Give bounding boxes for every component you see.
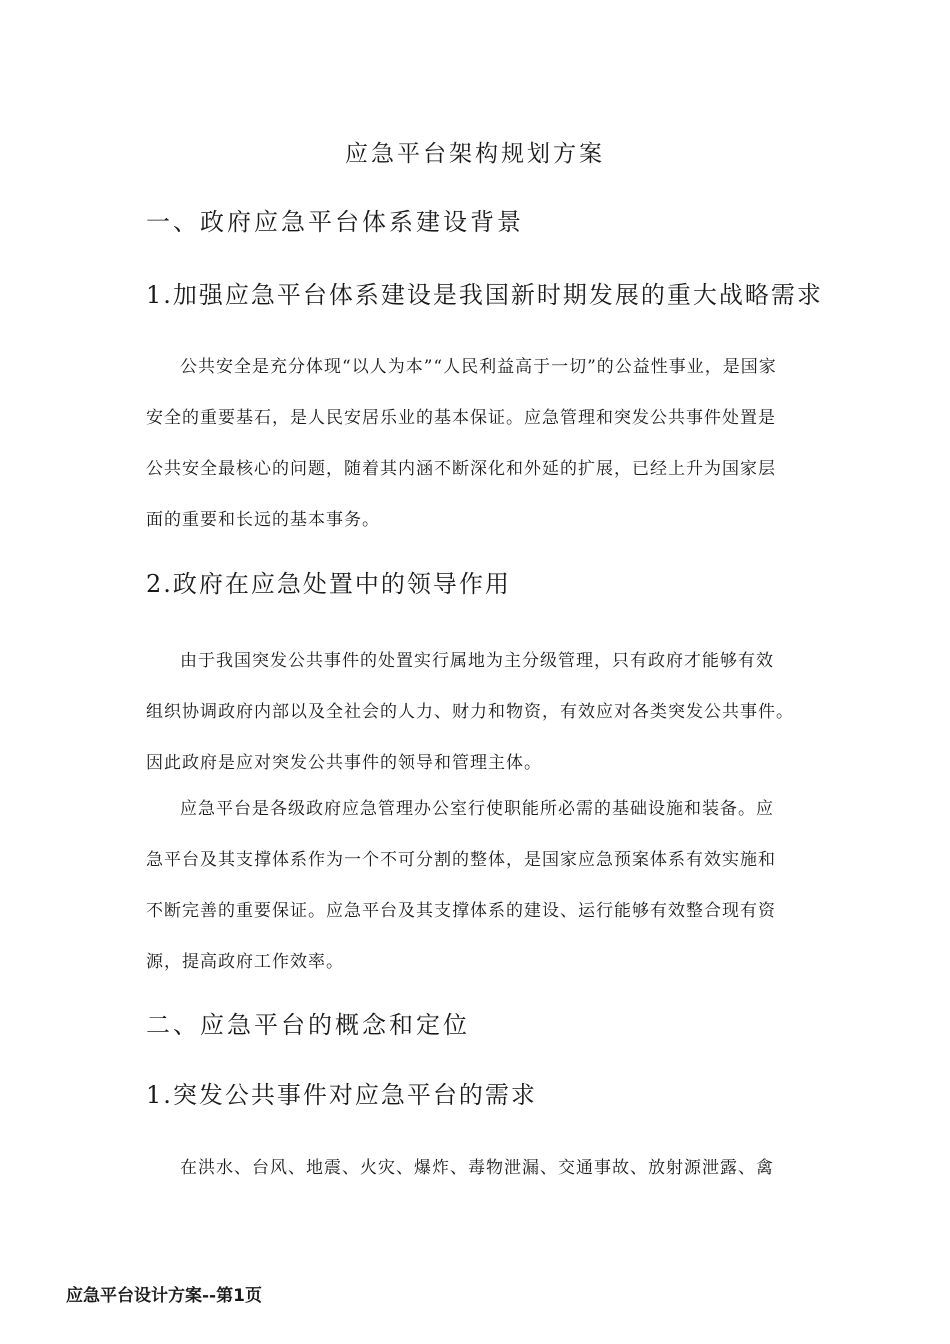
section-heading-2: 二、应急平台的概念和定位 bbox=[146, 1011, 470, 1039]
document-title: 应急平台架构规划方案 bbox=[345, 141, 605, 167]
paragraph-line: 在洪水、台风、地震、火灾、爆炸、毒物泄漏、交通事故、放射源泄露、禽 bbox=[180, 1158, 774, 1178]
paragraph-line: 不断完善的重要保证。应急平台及其支撑体系的建设、运行能够有效整合现有资 bbox=[146, 901, 776, 921]
paragraph-line: 源，提高政府工作效率。 bbox=[146, 952, 344, 972]
paragraph-government-role bbox=[146, 636, 810, 789]
paragraph-line: 组织协调政府内部以及全社会的人力、财力和物资，有效应对各类突发公共事件。 bbox=[146, 702, 794, 722]
paragraph-public-safety bbox=[146, 342, 810, 546]
paragraph-line: 由于我国突发公共事件的处置实行属地为主分级管理，只有政府才能够有效 bbox=[180, 651, 774, 671]
section-heading-1: 一、政府应急平台体系建设背景 bbox=[146, 208, 524, 236]
page-footer: 应急平台设计方案--第1页 bbox=[66, 1286, 262, 1306]
paragraph-line: 应急平台是各级政府应急管理办公室行使职能所必需的基础设施和装备。应 bbox=[180, 799, 774, 819]
paragraph-line: 公共安全是充分体现“以人为本”“人民利益高于一切”的公益性事业，是国家 bbox=[180, 357, 777, 377]
subsection-heading-1-1: 1.加强应急平台体系建设是我国新时期发展的重大战略需求 bbox=[146, 281, 823, 309]
paragraph-line: 急平台及其支撑体系作为一个不可分割的整体，是国家应急预案体系有效实施和 bbox=[146, 850, 776, 870]
paragraph-line: 面的重要和长远的基本事务。 bbox=[146, 510, 380, 530]
subsection-heading-1-2: 2.政府在应急处置中的领导作用 bbox=[146, 570, 511, 598]
paragraph-line: 安全的重要基石，是人民安居乐业的基本保证。应急管理和突发公共事件处置是 bbox=[146, 408, 776, 428]
paragraph-platform-infrastructure bbox=[146, 784, 810, 988]
subsection-heading-2-1: 1.突发公共事件对应急平台的需求 bbox=[146, 1081, 537, 1109]
paragraph-line: 因此政府是应对突发公共事件的领导和管理主体。 bbox=[146, 753, 542, 773]
paragraph-event-demand bbox=[146, 1143, 810, 1194]
paragraph-line: 公共安全最核心的问题，随着其内涵不断深化和外延的扩展，已经上升为国家层 bbox=[146, 459, 776, 479]
